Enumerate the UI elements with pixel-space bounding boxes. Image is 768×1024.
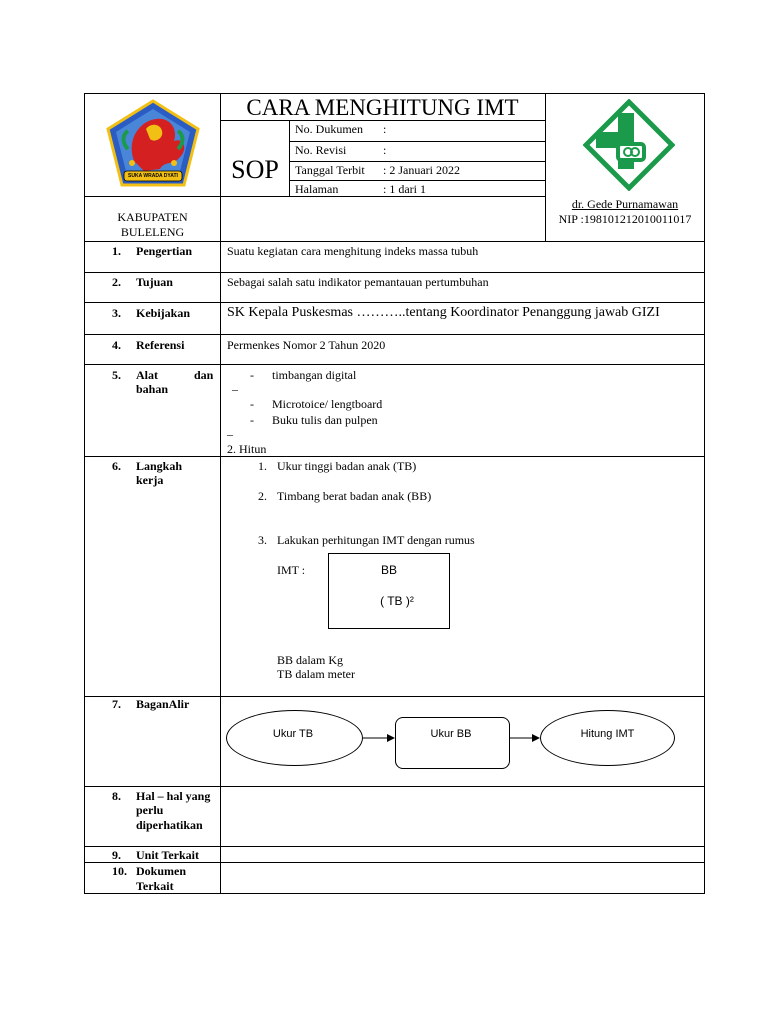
flow-node-ukur-bb-label: Ukur BB xyxy=(430,728,472,740)
row-4-label: Referensi xyxy=(136,338,185,352)
doc-field-value-date: : 2 Januari 2022 xyxy=(383,163,460,177)
row-8-label-line-2: perlu xyxy=(136,803,164,817)
row-10-number: 10. xyxy=(112,864,127,878)
list-bullet: - xyxy=(250,368,254,382)
row-1-label: Pengertian xyxy=(136,244,192,258)
doc-field-value-page: : 1 dari 1 xyxy=(383,182,426,196)
row-7-label: BaganAlir xyxy=(136,697,190,711)
row-3-number: 3. xyxy=(112,306,121,320)
row-5-number: 5. xyxy=(112,368,121,382)
row-5-label-bahan: bahan xyxy=(136,382,169,396)
row-6-label-langkah: Langkah xyxy=(136,459,183,473)
row-4-content: Permenkes Nomor 2 Tahun 2020 xyxy=(227,338,386,352)
step-text: Ukur tinggi badan anak (TB) xyxy=(277,459,417,473)
emblem-motto: SUKA WRADA DYATI xyxy=(128,173,178,179)
doc-field-label-revision: No. Revisi xyxy=(295,143,347,157)
row-8-label-line-1: Hal – hal yang xyxy=(136,789,211,803)
row-6-number: 6. xyxy=(112,459,121,473)
flow-node-ukur-tb-label: Ukur TB xyxy=(272,728,314,740)
row-8-label-line-3: diperhatikan xyxy=(136,818,203,832)
list-bullet: - xyxy=(250,413,254,427)
stray-dash: – xyxy=(232,382,238,396)
row-3-label: Kebijakan xyxy=(136,306,191,320)
doc-field-label-page: Halaman xyxy=(295,182,339,196)
list-item: timbangan digital xyxy=(272,368,357,382)
step-text: Lakukan perhitungan IMT dengan rumus xyxy=(277,533,475,547)
region-label-line-2: BULELENG xyxy=(120,225,185,239)
row-2-label: Tujuan xyxy=(136,275,173,289)
row-2-content: Sebagai salah satu indikator pemantauan pertumbuhan xyxy=(227,275,489,289)
row-7-number: 7. xyxy=(112,697,121,711)
list-bullet: - xyxy=(250,397,254,411)
row-6-label-kerja: kerja xyxy=(136,473,164,487)
unit-note-bb: BB dalam Kg xyxy=(277,653,343,667)
list-item: Buku tulis dan pulpen xyxy=(272,413,378,427)
doc-field-value-revision: : xyxy=(383,143,387,157)
step-number: 3. xyxy=(258,533,267,547)
stray-dash: – xyxy=(227,427,233,441)
flow-node-hitung-imt-label: Hitung IMT xyxy=(580,728,635,740)
row-1-content: Suatu kegiatan cara menghitung indeks massa tubuh xyxy=(227,244,479,258)
sop-label: SOP xyxy=(231,155,279,184)
row-3-content: SK Kepala Puskesmas ………..tentang Koordinator Penanggung jawab GIZI xyxy=(227,305,660,320)
list-item: Microtoice/ lengtboard xyxy=(272,397,383,411)
step-text: Timbang berat badan anak (BB) xyxy=(277,489,432,503)
row-4-number: 4. xyxy=(112,338,121,352)
doc-field-label-date: Tanggal Terbit xyxy=(295,163,365,177)
unit-note-tb: TB dalam meter xyxy=(277,667,355,681)
row-9-number: 9. xyxy=(112,848,121,862)
formula-label: IMT : xyxy=(277,563,306,577)
page-title: CARA MENGHITUNG IMT xyxy=(246,95,519,120)
row-5-label-dan: dan xyxy=(194,368,214,382)
formula-numerator: BB xyxy=(380,563,397,577)
row-8-number: 8. xyxy=(112,789,121,803)
step-number: 1. xyxy=(258,459,267,473)
row-10-label-line-2: Terkait xyxy=(136,879,174,893)
signer-nip: NIP :198101212010011017 xyxy=(558,212,692,226)
row-9-label: Unit Terkait xyxy=(136,848,200,862)
step-number: 2. xyxy=(258,489,267,503)
row-2-number: 2. xyxy=(112,275,121,289)
row-10-label-line-1: Dokumen xyxy=(136,864,187,878)
signer-name: dr. Gede Purnamawan xyxy=(571,197,679,211)
row-1-number: 1. xyxy=(112,244,121,258)
row-5-label-alat: Alat xyxy=(136,368,158,382)
doc-field-label-number: No. Dukumen xyxy=(295,122,363,136)
region-label-line-1: KABUPATEN xyxy=(117,210,188,224)
trailing-text: 2. Hitun xyxy=(227,442,267,456)
formula-denominator: ( TB )² xyxy=(380,594,414,608)
doc-field-value-number: : xyxy=(383,122,387,136)
